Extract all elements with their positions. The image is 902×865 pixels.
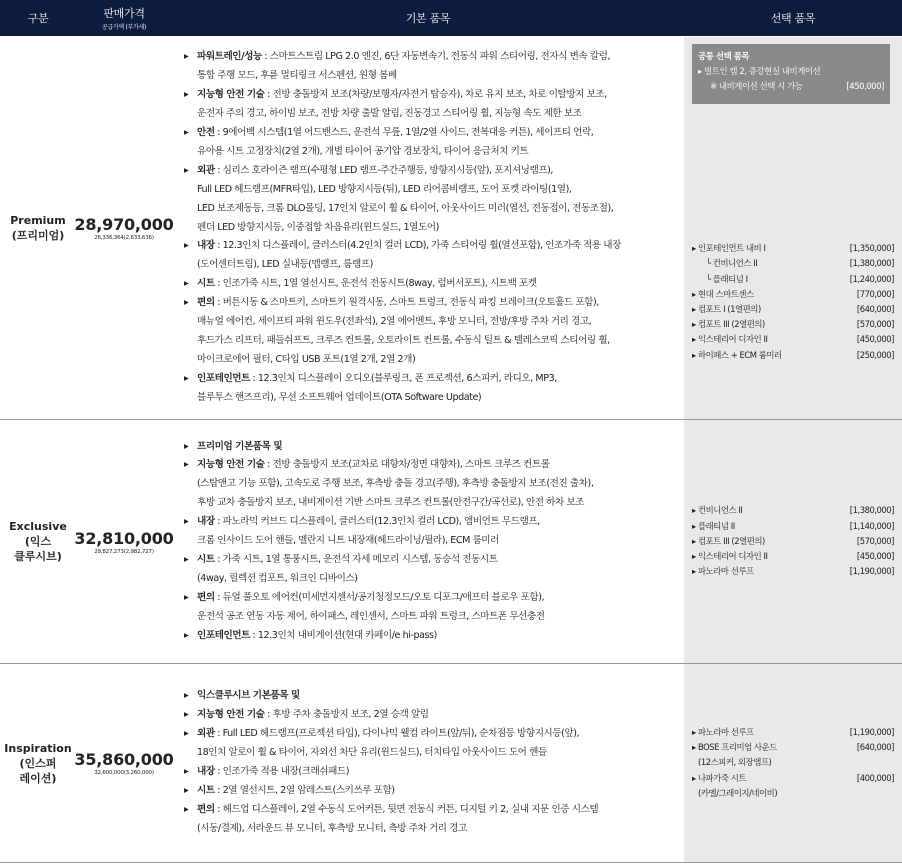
option-price: [1,350,000] — [849, 243, 894, 254]
basic-item-category: 지능형 안전 기술 — [197, 459, 265, 471]
basic-item-line — [184, 494, 684, 513]
basic-item-line — [184, 370, 684, 389]
option-price: [570,000] — [856, 535, 894, 546]
option-price: [400,000] — [856, 772, 894, 783]
basic-item-text: : 파노라믹 커브드 디스플레이, 클러스터(12.3인치 컬러 LCD), 앰비언트 무드램프, — [214, 516, 540, 528]
basic-item-text: 운전석 공조 연동 자동 제어, 하이패스, 레인센서, 스마트 파워 트렁크, 스마트폰 무선충전 — [197, 610, 545, 622]
basic-item-text: : 12.3인치 디스플레이, 클러스터(4.2인치 컬러 LCD), 가죽 스티어링 휠(열선포함), 인조가죽 적용 내장 — [214, 240, 621, 252]
option-name: ▸ 현대 스마트센스 — [692, 288, 754, 299]
option-name: ▸ 컴포트 III (2열편의) — [692, 535, 765, 546]
trim-row — [0, 664, 902, 863]
basic-item-category: 편의 — [197, 591, 215, 603]
basic-item-text: : 전방 충돌방지 보조(교차로 대향차/정면 대향차), 스마트 크루즈 컨트롤 — [264, 459, 550, 471]
basic-item-category: 지능형 안전 기술 — [197, 89, 265, 101]
common-option-title: 공통 선택 품목 — [698, 51, 750, 61]
bullet-icon: ▸ — [184, 553, 189, 565]
bullet-icon: ▸ — [184, 440, 189, 452]
basic-item-category: 외관 — [197, 728, 215, 740]
basic-item-line — [184, 820, 684, 839]
option-name: (12스피커, 외장앰프) — [698, 757, 772, 768]
option-item — [692, 241, 894, 256]
basic-item-text: : Full LED 헤드램프(프로젝션 타입), 다이나믹 웰컴 라이트(앞/뒤), 순차점등 방향지시등(앞), — [214, 728, 580, 740]
basic-item-category: 안전 — [197, 127, 215, 139]
bullet-icon: ▸ — [184, 240, 189, 252]
basic-item-line — [184, 275, 684, 294]
option-price: [450,000] — [856, 551, 894, 562]
basic-item-line — [184, 86, 684, 105]
trim-price — [76, 37, 172, 419]
trim-name: Premium (프리미엄) — [10, 214, 66, 242]
basic-item-line — [184, 438, 684, 457]
basic-item-line — [184, 162, 684, 181]
option-price: [1,140,000] — [849, 520, 894, 531]
basic-item-line — [184, 456, 684, 475]
basic-item-category: 시트 — [197, 784, 215, 796]
option-item — [692, 755, 894, 770]
option-name: ▸ 파노라마 선루프 — [692, 726, 754, 737]
basic-item-text: 18인치 알로이 휠 & 타이어, 자외선 차단 유리(윈드실드), 터치타입 아웃사이드 도어 핸들 — [197, 747, 547, 759]
option-item — [692, 332, 894, 347]
basic-item-category: 파워트레인/성능 — [197, 51, 262, 63]
price-value: 32,810,000 — [74, 528, 174, 548]
basic-item-text: : 인조가죽 시트, 1열 열선시트, 운전석 전동시트(8way, 럼버서포트), 시트백 포켓 — [214, 278, 537, 290]
option-name: ▸ 나파가죽 시트 — [692, 772, 747, 783]
bullet-icon: ▸ — [184, 728, 189, 740]
basic-item-line — [184, 513, 684, 532]
trim-name: Exclusive (익스 클루시브) — [9, 520, 67, 563]
option-price: [770,000] — [856, 288, 894, 299]
bullet-icon: ▸ — [184, 803, 189, 815]
option-item — [692, 272, 894, 287]
trim-price — [76, 420, 172, 663]
option-item — [692, 771, 894, 786]
option-price: [250,000] — [856, 349, 894, 360]
bullet-icon: ▸ — [184, 690, 189, 702]
option-price: [1,240,000] — [849, 273, 894, 284]
basic-item-text: : 가죽 시트, 1열 통풍시트, 운전석 자세 메모리 시스템, 동승석 전동시트 — [214, 553, 498, 565]
basic-item-text: 펜더 LED 방향지시등, 이중접합 차음유리(윈드실드, 1열도어) — [197, 221, 439, 233]
basic-item-line — [184, 181, 684, 200]
basic-item-line — [184, 782, 684, 801]
price-value: 35,860,000 — [74, 750, 174, 769]
option-item — [692, 348, 894, 363]
basic-item-category: 지능형 안전 기술 — [197, 709, 265, 721]
option-item — [692, 519, 894, 534]
option-price: [1,190,000] — [849, 566, 894, 577]
option-price: [1,380,000] — [849, 258, 894, 269]
option-item — [692, 302, 894, 317]
table-header — [0, 0, 902, 36]
bullet-icon: ▸ — [184, 629, 189, 641]
option-name: ▸ 컨비니언스 II — [692, 505, 743, 516]
bullet-icon: ▸ — [184, 372, 189, 384]
basic-item-text: (4way, 릴렉션 컴포트, 워크인 디바이스) — [197, 572, 358, 584]
basic-item-category: 편의 — [197, 297, 215, 309]
option-item — [692, 549, 894, 564]
option-item — [692, 534, 894, 549]
basic-item-text: 후드가스 리프터, 패들쉬프트, 크루즈 컨트롤, 오토라이트 컨트롤, 수동식 틸트 & 텔레스코픽 스티어링 휠, — [197, 334, 610, 346]
basic-item-text: 운전자 주의 경고, 하이빔 보조, 전방 차량 출발 알림, 진동경고 스티어링 휠, 지능형 속도 제한 보조 — [197, 108, 582, 120]
basic-item-line — [184, 725, 684, 744]
basic-items — [172, 37, 684, 419]
option-item — [692, 786, 894, 801]
option-item — [692, 564, 894, 579]
option-name: ▸ 플래티넘 II — [692, 520, 735, 531]
basic-item-line — [184, 608, 684, 627]
option-price: [1,380,000] — [849, 505, 894, 516]
basic-item-category: 내장 — [197, 516, 215, 528]
basic-item-text: 후방 교차 충돌방지 보조, 내비게이션 기반 스마트 크루즈 컨트롤(안전구간/곡선로), 안전 하차 보조 — [197, 497, 585, 509]
basic-item-text: : 스마트스트림 LPG 2.0 엔진, 6단 자동변속기, 전동식 파워 스티어링, 전자식 변속 칼럼, — [261, 51, 611, 63]
basic-item-category: 프리미엄 기본품목 및 — [197, 440, 283, 452]
basic-item-text: 통합 주행 모드, 후륜 멀티링크 서스펜션, 원형 봄베 — [197, 70, 397, 82]
common-option-box — [692, 44, 890, 104]
basic-item-line — [184, 389, 684, 408]
basic-item-line — [184, 475, 684, 494]
basic-item-line — [184, 219, 684, 238]
basic-item-line — [184, 105, 684, 124]
option-item — [692, 503, 894, 518]
basic-item-text: : 12.3인치 디스플레이 오디오(블루링크, 폰 프로젝션, 6스피커, 라디오, MP3, — [249, 372, 557, 384]
basic-item-line — [184, 551, 684, 570]
bullet-icon: ▸ — [184, 516, 189, 528]
bullet-icon: ▸ — [184, 766, 189, 777]
option-item — [692, 725, 894, 740]
option-item — [692, 287, 894, 302]
option-item — [692, 317, 894, 332]
option-item — [692, 256, 894, 271]
header-option: 선택 품목 — [770, 12, 816, 25]
header-basic: 기본 품목 — [405, 12, 451, 25]
basic-item-text: Full LED 헤드램프(MFR타입), LED 방향지시등(뒤), LED 리어콤비램프, 도어 포켓 라이팅(1열), — [197, 183, 572, 195]
basic-item-line — [184, 627, 684, 646]
basic-item-text: LED 보조제동등, 크롬 DLO몰딩, 17인치 알로이 휠 & 타이어, 아웃사이드 미러(열선, 전동접이, 전동조절), — [197, 202, 614, 214]
option-name: └ 컨비니언스 II — [706, 258, 758, 269]
basic-item-line — [184, 744, 684, 763]
basic-item-line — [184, 48, 684, 67]
option-name: ▸ 파노라마 선루프 — [692, 566, 754, 577]
option-name: └ 플래티넘 I — [706, 273, 748, 284]
basic-item-category: 익스클루시브 기본품목 및 — [197, 690, 300, 702]
basic-item-line — [184, 67, 684, 86]
basic-item-line — [184, 124, 684, 143]
basic-item-category: 외관 — [197, 164, 215, 176]
basic-item-category: 인포테인먼트 — [197, 372, 250, 384]
bullet-icon: ▸ — [184, 459, 189, 471]
basic-item-text: 크롬 인사이드 도어 핸들, 멜란지 니트 내장재(헤드라이닝/필라), ECM 룸미러 — [197, 535, 499, 547]
price-value: 28,970,000 — [74, 215, 174, 234]
option-name: ▸ 하이패스 + ECM 룸미러 — [692, 349, 782, 360]
basic-item-text: : 전방 충돌방지 보조(차량/보행자/자전거 탑승자), 차로 유지 보조, 차로 이탈방지 보조, — [264, 89, 607, 101]
basic-item-line — [184, 532, 684, 551]
bullet-icon: ▸ — [184, 89, 189, 101]
price-sub: 32,600,000(3,260,000) — [94, 770, 154, 776]
option-name: ▸ 컴포트 I (1열편의) — [692, 304, 761, 314]
basic-item-text: : 헤드업 디스플레이, 2열 수동식 도어커튼, 뒷면 전동식 커튼, 디지털 키 2, 실내 지문 인증 시스템 — [214, 803, 599, 815]
basic-item-text: 마이크로에어 필터, C타입 USB 포트(1열 2개, 2열 2개) — [197, 353, 416, 365]
option-name: (카멜/그레이지/네이비) — [698, 787, 778, 798]
bullet-icon: ▸ — [184, 297, 189, 309]
basic-item-text: : 9에어백 시스템(1열 어드밴스드, 운전석 무릎, 1열/2열 사이드, 전복대응 커튼), 세이프티 언락, — [214, 127, 594, 139]
basic-item-text: (도어센터트림), LED 실내등(맵램프, 룸램프) — [197, 259, 373, 271]
basic-item-line — [184, 801, 684, 820]
basic-item-line — [184, 687, 684, 706]
basic-item-text: : 2열 열선시트, 2열 암레스트(스키쓰루 포함) — [214, 784, 395, 796]
option-price: [570,000] — [856, 319, 894, 330]
header-price: 판매가격 공급가액 (부가세) — [101, 7, 147, 31]
bullet-icon: ▸ — [184, 709, 189, 721]
basic-item-category: 편의 — [197, 803, 215, 815]
basic-item-category: 내장 — [197, 766, 215, 777]
basic-item-text: 매뉴얼 에어컨, 세이프티 파워 윈도우(전좌석), 2열 에어벤트, 후방 모니터, 전방/후방 주차 거리 경고, — [197, 316, 592, 328]
option-item — [692, 740, 894, 755]
basic-items — [172, 420, 684, 663]
header-gubun: 구분 — [27, 12, 49, 25]
bullet-icon: ▸ — [184, 164, 189, 176]
trim-name: Inspiration (인스퍼 레이션) — [4, 741, 72, 785]
option-price: [640,000] — [856, 742, 894, 753]
common-option-line2: ※ 내비게이션 선택 시 가능 [450,000] — [710, 81, 884, 91]
basic-item-line — [184, 589, 684, 608]
basic-item-text: 유아용 시트 고정장치(2열 2개), 개별 타이어 공기압 경보장치, 타이어 응급처치 키트 — [197, 145, 529, 157]
basic-item-text: : 듀얼 풀오토 에어컨(미세먼지센서/공기청정모드/오토 디포그/애프터 블로우 포함), — [214, 591, 545, 603]
basic-item-line — [184, 763, 684, 782]
trim-price — [76, 664, 172, 862]
basic-item-line — [184, 332, 684, 351]
option-name: ▸ 익스테리어 디자인 II — [692, 551, 768, 562]
option-price: [1,190,000] — [849, 726, 894, 737]
basic-item-text: : 12.3인치 내비게이션(현대 카페이/e hi-pass) — [249, 629, 437, 641]
basic-item-text: : 버튼시동 & 스마트키, 스마트키 원격시동, 스마트 트렁크, 전동식 파킹 브레이크(오토홀드 포함), — [214, 297, 599, 309]
basic-item-text: : 후방 주차 충돌방지 보조, 2열 승객 알림 — [264, 709, 429, 721]
option-price: [450,000] — [856, 334, 894, 345]
option-name: ▸ 인포테인먼트 내비 I — [692, 243, 766, 254]
basic-item-line — [184, 294, 684, 313]
basic-item-category: 시트 — [197, 553, 215, 565]
basic-item-category: 인포테인먼트 — [197, 629, 250, 641]
basic-item-text: 블루투스 핸즈프리), 무선 소프트웨어 업데이트(OTA Software Update) — [197, 391, 482, 403]
option-name: ▸ 익스테리어 디자인 II — [692, 334, 768, 345]
price-sub: 29,827,273(2,982,727) — [94, 548, 154, 555]
basic-item-line — [184, 351, 684, 370]
common-option-line1: ▸ 빌트인 캠 2, 증강현실 내비게이션 — [698, 66, 821, 76]
bullet-icon: ▸ — [184, 591, 189, 603]
price-sub: 26,336,364(2,633,636) — [94, 235, 154, 241]
basic-item-text: (스탑앤고 기능 포함), 고속도로 주행 보조, 후측방 충돌 경고(주행), 후측방 충돌방지 보조(전진 출차), — [197, 478, 594, 490]
bullet-icon: ▸ — [184, 127, 189, 139]
basic-item-line — [184, 570, 684, 589]
option-items — [684, 664, 902, 862]
option-name: ▸ 컴포트 III (2열편의) — [692, 319, 765, 330]
trim-row — [0, 420, 902, 664]
bullet-icon: ▸ — [184, 51, 189, 63]
basic-item-text: : 심리스 호라이즌 램프(수평형 LED 램프-주간주행등, 방향지시등(앞), 포지셔닝램프), — [214, 164, 553, 176]
basic-item-line — [184, 237, 684, 256]
basic-items — [172, 664, 684, 862]
basic-item-line — [184, 313, 684, 332]
option-items — [684, 420, 902, 663]
basic-item-category: 내장 — [197, 240, 215, 252]
basic-item-line — [184, 200, 684, 219]
option-name: ▸ BOSE 프리미엄 사운드 — [692, 742, 777, 753]
basic-item-category: 시트 — [197, 278, 215, 290]
basic-item-line — [184, 706, 684, 725]
basic-item-text: : 인조가죽 적용 내장(크래쉬패드) — [214, 766, 350, 777]
basic-item-text: (시동/결제), 서라운드 뷰 모니터, 후측방 모니터, 측방 주차 거리 경고 — [197, 822, 467, 834]
basic-item-line — [184, 143, 684, 162]
basic-item-line — [184, 256, 684, 275]
bullet-icon: ▸ — [184, 784, 189, 796]
bullet-icon: ▸ — [184, 278, 189, 290]
option-price: [640,000] — [856, 304, 894, 314]
